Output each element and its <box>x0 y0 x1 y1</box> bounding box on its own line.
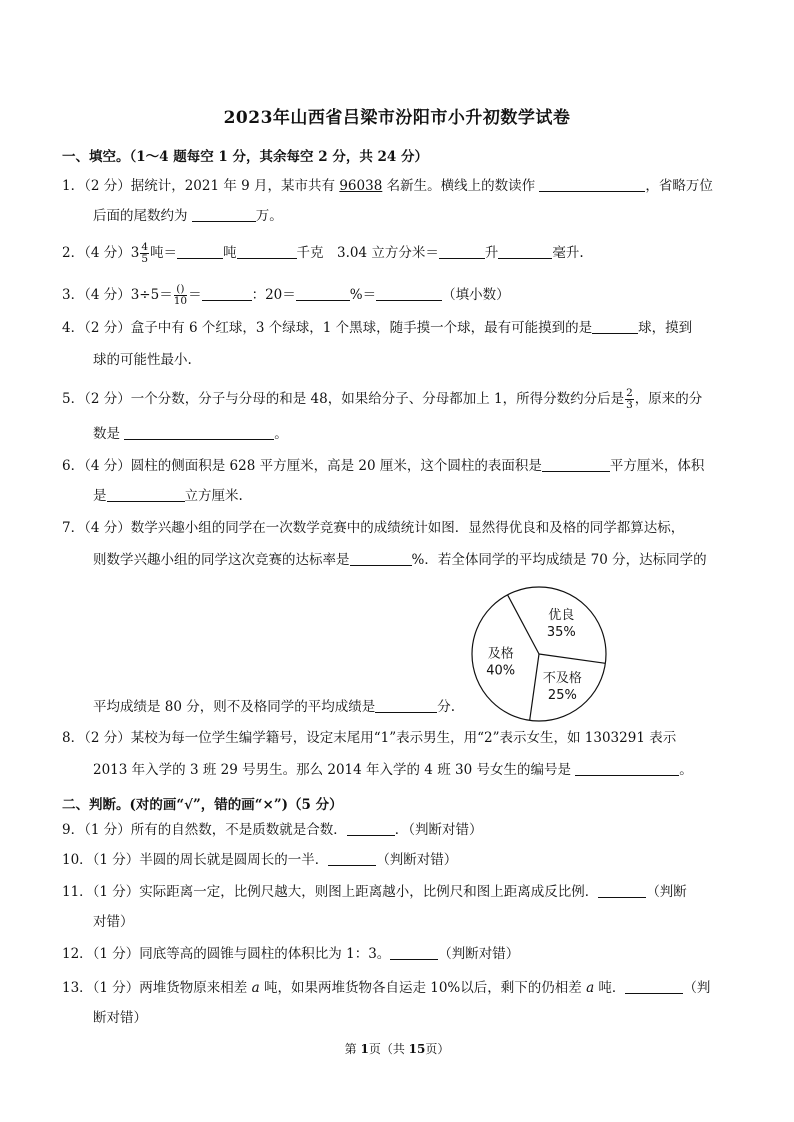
q5-frac-den: 3 <box>626 399 633 411</box>
pie-slice-percent: 25% <box>547 688 577 704</box>
q4-blank-1[interactable] <box>592 319 638 334</box>
q13-text-a: 13．（1 分）两堆货物原来相差 <box>62 980 252 996</box>
question-13 <box>62 978 710 998</box>
q2-blank-3[interactable] <box>439 244 485 259</box>
q7-text-d: 分. <box>437 699 456 715</box>
q2-blank-2[interactable] <box>237 244 297 259</box>
q7-blank-2[interactable] <box>375 698 437 713</box>
q5-text-c: 数是 <box>93 426 125 442</box>
q2-text-f: 毫升. <box>552 245 584 261</box>
page-footer <box>0 1040 794 1057</box>
footer-text-c: 页） <box>425 1042 450 1056</box>
question-3 <box>62 284 510 307</box>
q3-text-b: ＝ <box>188 287 202 303</box>
pie-slice-percent: 40% <box>486 663 516 679</box>
question-2 <box>62 242 584 265</box>
q5-fraction <box>625 388 634 411</box>
q3-fraction <box>174 284 187 307</box>
q12-text-b: （判断对错） <box>438 946 520 962</box>
question-9 <box>62 820 482 840</box>
footer-text-b: 页（共 <box>368 1042 409 1056</box>
question-7-line-2 <box>93 550 707 570</box>
q2-fraction <box>140 242 149 265</box>
q1-text-e: 万。 <box>255 208 283 224</box>
q7-blank-1[interactable] <box>350 551 412 566</box>
question-8-line-2 <box>93 760 693 780</box>
section-2-heading: 二、判断。(对的画“√”，错的画“×”)（5 分） <box>62 797 343 813</box>
q2-blank-4[interactable] <box>498 244 552 259</box>
q1-number: 96038 <box>339 178 383 194</box>
pie-slice-label: 优良 <box>548 608 575 624</box>
q6-text-c: 是 <box>93 488 107 504</box>
q9-text-b: ．（判断对错） <box>394 822 483 838</box>
q2-text-c: 吨 <box>223 245 237 261</box>
q6-text-b: 平方厘米，体积 <box>609 458 705 474</box>
q6-blank-2[interactable] <box>107 487 185 502</box>
q6-blank-1[interactable] <box>542 457 610 472</box>
q2-text-e: 升 <box>484 245 499 261</box>
footer-text-a: 第 <box>344 1042 361 1056</box>
question-11-line-2: 对错） <box>93 914 134 930</box>
q8-blank-1[interactable] <box>575 761 679 776</box>
q3-frac-num: () <box>174 284 187 296</box>
q10-text-a: 10．（1 分）半圆的周长就是圆周长的一半． <box>62 852 329 868</box>
footer-total-pages: 15 <box>408 1042 426 1056</box>
question-7: 7．（4 分）数学兴趣小组的同学在一次数学竞赛中的成绩统计如图．显然得优良和及格的同学都算达标， <box>62 520 685 536</box>
q5-frac-num: 2 <box>626 387 633 399</box>
question-11 <box>62 882 687 902</box>
q10-blank[interactable] <box>328 851 376 866</box>
score-pie-chart <box>468 583 610 725</box>
question-1 <box>62 176 713 196</box>
q12-text-a: 12．（1 分）同底等高的圆锥与圆柱的体积比为 1：3。 <box>62 946 391 962</box>
q1-text-a: 1．（2 分）据统计，2021 年 9 月，某市共有 <box>62 178 340 194</box>
q10-text-b: （判断对错） <box>376 852 458 868</box>
q2-text-a: 2．（4 分）3 <box>62 245 140 261</box>
q7-text-c: 平均成绩是 80 分，则不及格同学的平均成绩是 <box>93 699 376 715</box>
q13-variable-a-2: a <box>586 980 595 996</box>
q3-frac-den: 10 <box>173 295 188 307</box>
question-4 <box>62 318 692 338</box>
question-13-line-2: 断对错） <box>93 1010 147 1026</box>
q11-blank[interactable] <box>598 883 646 898</box>
q3-text-d: %＝ <box>349 287 377 303</box>
q3-text-c: ：20＝ <box>251 287 296 303</box>
q6-text-d: 立方厘米. <box>184 488 243 504</box>
q2-text-b: 吨＝ <box>150 245 177 261</box>
q1-text-c: ，省略万位 <box>645 178 713 194</box>
q2-blank-1[interactable] <box>177 244 223 259</box>
q1-text-d: 后面的尾数约为 <box>93 208 192 224</box>
q13-text-c: 吨． <box>594 980 626 996</box>
q8-text-b: 。 <box>679 762 693 778</box>
q5-text-a: 5．（2 分）一个分数，分子与分母的和是 48，如果给分子、分母都加上 1，所得分数约分后是 <box>62 391 625 407</box>
question-5-line-2 <box>93 424 288 444</box>
question-8: 8．（2 分）某校为每一位学生编学籍号，设定末尾用“1”表示男生，用“2”表示女生，如 1303291 表示 <box>62 730 677 746</box>
q5-blank-1[interactable] <box>124 425 274 440</box>
page-title: 2023年山西省吕梁市汾阳市小升初数学试卷 <box>223 108 571 128</box>
q1-text-b: 名新生。横线上的数读作 <box>382 178 540 194</box>
q7-text-b: %．若全体同学的平均成绩是 70 分，达标同学的 <box>411 552 707 568</box>
pie-slice-percent: 35% <box>546 625 576 641</box>
q1-blank-2[interactable] <box>192 207 256 222</box>
q9-blank[interactable] <box>347 821 395 836</box>
question-12 <box>62 944 519 964</box>
q11-text-a: 11．（1 分）实际距离一定，比例尺越大，则图上距离越小，比例尺和图上距离成反比例． <box>62 884 599 900</box>
q2-frac-num: 4 <box>141 241 148 253</box>
q9-text-a: 9．（1 分）所有的自然数，不是质数就是合数． <box>62 822 347 838</box>
q13-text-d: （判 <box>683 980 711 996</box>
q3-blank-1[interactable] <box>202 286 252 301</box>
q4-text-b: 球，摸到 <box>638 320 693 336</box>
pie-slice-label: 及格 <box>487 646 514 662</box>
q11-text-b: （判断 <box>646 884 687 900</box>
question-6 <box>62 456 704 476</box>
q8-text-a: 2013 年入学的 3 班 29 号男生。那么 2014 年入学的 4 班 30 号女生的编号是 <box>93 762 576 778</box>
section-1-heading: 一、填空。（1～4 题每空 1 分，其余每空 2 分，共 24 分） <box>62 149 429 165</box>
q13-text-b: 吨，如果两堆货物各自运走 10%以后，剩下的仍相差 <box>259 980 587 996</box>
q4-text-a: 4．（2 分）盒子中有 6 个红球，3 个绿球，1 个黑球，随手摸一个球，最有可能摸到的是 <box>62 320 593 336</box>
q2-frac-den: 5 <box>141 253 148 265</box>
pie-slice-label: 不及格 <box>542 671 582 687</box>
q3-text-e: （填小数） <box>442 287 510 303</box>
question-5 <box>62 388 702 411</box>
q13-blank[interactable] <box>625 979 683 994</box>
q2-text-d: 千克 3.04 立方分米＝ <box>296 245 439 261</box>
q7-text-a: 则数学兴趣小组的同学这次竞赛的达标率是 <box>93 552 350 568</box>
question-10 <box>62 850 457 870</box>
question-1-line-2 <box>93 206 283 226</box>
question-6-line-2 <box>93 486 243 506</box>
q12-blank[interactable] <box>390 945 438 960</box>
q6-text-a: 6．（4 分）圆柱的侧面积是 628 平方厘米，高是 20 厘米，这个圆柱的表面积是 <box>62 458 542 474</box>
q13-variable-a: a <box>251 980 260 996</box>
q3-blank-3[interactable] <box>376 286 442 301</box>
q5-text-b: ，原来的分 <box>634 391 703 407</box>
q3-text-a: 3．（4 分）3÷5＝ <box>62 287 173 303</box>
q3-blank-2[interactable] <box>296 286 350 301</box>
question-7-line-3 <box>93 697 455 717</box>
q5-text-d: 。 <box>274 426 288 442</box>
footer-page-number: 1 <box>360 1042 369 1056</box>
question-4-line-2: 球的可能性最小. <box>93 352 192 368</box>
q1-blank-1[interactable] <box>539 177 645 192</box>
